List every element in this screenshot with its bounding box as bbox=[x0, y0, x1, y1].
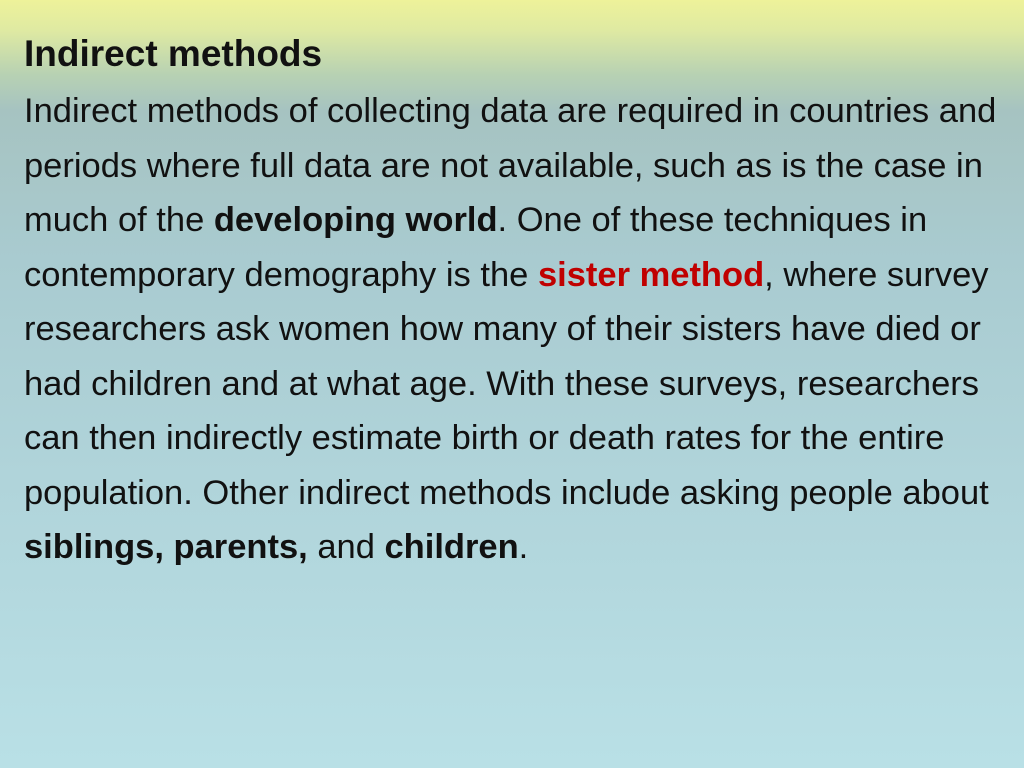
text-run: and bbox=[307, 528, 385, 567]
bold-term-children: children bbox=[384, 528, 519, 567]
text-run: . One of these techniques in contemporary demography is the bbox=[24, 201, 928, 294]
bold-term-developing-world: developing world bbox=[213, 201, 498, 240]
slide-body-paragraph bbox=[24, 84, 1009, 575]
slide-content bbox=[24, 32, 1009, 575]
text-run: , where survey researchers ask women how many of their sisters have died or had children and at what age. With these surveys, researchers can then indirectly estimate birth or death rates for the entire population. Other indirect methods include asking people about bbox=[24, 255, 989, 512]
slide-title: Indirect methods bbox=[24, 33, 323, 74]
highlight-term-sister-method: sister method bbox=[537, 255, 765, 294]
text-run: . bbox=[518, 528, 529, 567]
text-run: Indirect methods of collecting data are required in countries and periods where full data are not available, such as is the case in much of the bbox=[24, 92, 997, 240]
bold-term-siblings-parents: siblings, parents, bbox=[24, 528, 308, 567]
